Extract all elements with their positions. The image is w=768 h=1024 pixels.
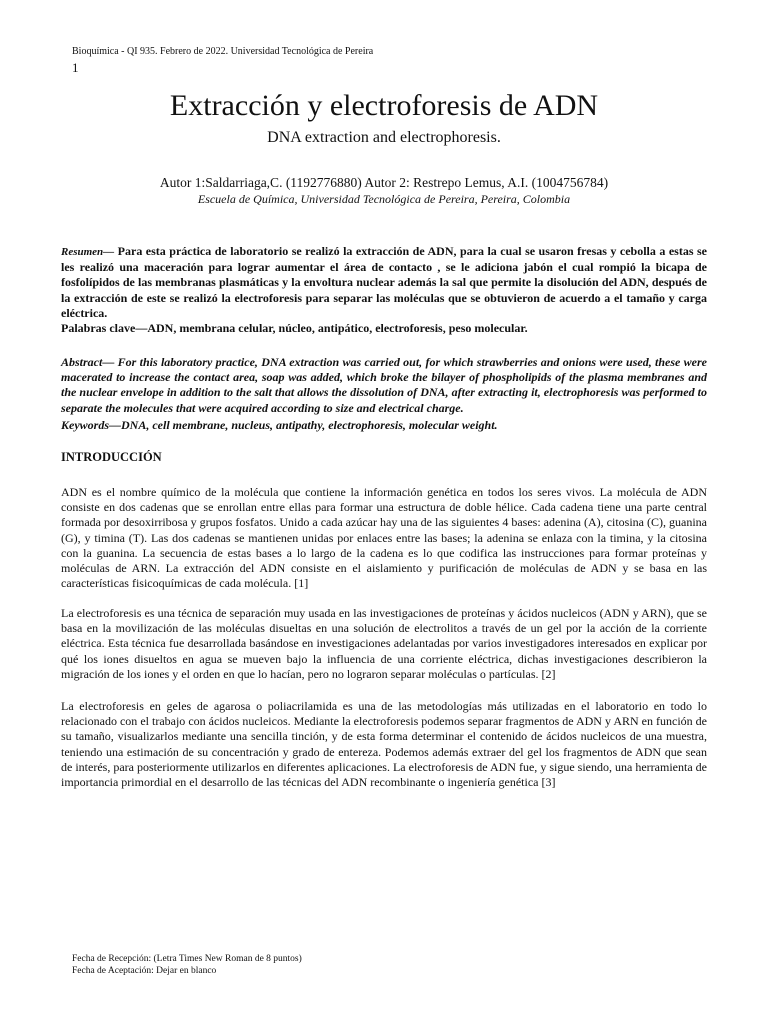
paper-title: Extracción y electroforesis de ADN [169, 89, 599, 122]
authors: Autor 1:Saldarriaga,C. (1192776880) Autor 2: Restrepo Lemus, A.I. (1004756784) [159, 175, 609, 190]
page-number: 1 [72, 60, 79, 75]
intro-paragraph-2: La electroforesis es una técnica de separación muy usada en las investigaciones de proteínas y ácidos nucleicos (ADN y ARN), que se basa en la movilización de las moléculas disueltas en una solución de electrolitos a través de un gel por la acción de la corriente eléctrica. Esta técnica fue desarrollada basándose en investigaciones adelantadas por varios investigadores interesados en explicar por qué los iones disueltos en agua se mueven bajo la influencia de una corriente eléctrica, dichas investigaciones describieron la migración de los iones y el orden en que lo hacían, pero no lograron separar moléculas o partículas. [2] [61, 606, 707, 681]
running-head: Bioquímica - QI 935. Febrero de 2022. Universidad Tecnológica de Pereira [72, 46, 374, 57]
keywords-english: Keywords—DNA, cell membrane, nucleus, antipathy, electrophoresis, molecular weight. [61, 418, 498, 432]
abstract-spanish-text: Para esta práctica de laboratorio se realizó la extracción de ADN, para la cual se usaron fresas y cebolla a estas se les realizó una maceración para lograr aumentar el área de contacto , se le adiciona jabón el cual rompió la bicapa de fosfolípidos de las membranas plasmáticas y la envoltura nuclear además la sal que permite la disolución del ADN, después de la extracción de este se realizó la electroforesis para separar las moléculas que se obtuvieron de acuerdo a el tamaño y carga eléctrica. [61, 244, 707, 320]
affiliation: Escuela de Química, Universidad Tecnológica de Pereira, Pereira, Colombia [197, 192, 571, 206]
paper-subtitle: DNA extraction and electrophoresis. [267, 129, 501, 146]
keywords-spanish: Palabras clave—ADN, membrana celular, núcleo, antipático, electroforesis, peso molecular. [61, 321, 528, 335]
abstract-spanish [61, 244, 707, 321]
intro-paragraph-1: ADN es el nombre químico de la molécula que contiene la información genética en todos los seres vivos. La molécula de ADN consiste en dos cadenas que se enrollan entre ellas para formar una estructura de doble hélice. Cada cadena tiene una parte central formada por desoxirribosa y grupos fosfatos. Unido a cada azúcar hay una de las siguientes 4 bases: adenina (A), citosina (C), guanina (G), y timina (T). Las dos cadenas se mantienen unidas por enlaces entre las bases; la adenina se enlaza con la timina, y la citosina con la guanina. La secuencia de estas bases a lo largo de la cadena es lo que codifica las instrucciones para formar proteínas y moléculas de ARN. La extracción del ADN consiste en el aislamiento y purificación de moléculas de ADN y se basa en las características fisicoquímicas de cada molécula. [1] [61, 485, 707, 591]
footer-reception-date: Fecha de Recepción: (Letra Times New Roman de 8 puntos) [72, 954, 302, 964]
intro-paragraph-3: La electroforesis en geles de agarosa o poliacrilamida es una de las metodologías más utilizadas en el laboratorio en todo lo relacionado con el trabajo con ácidos nucleicos. Mediante la electroforesis podemos separar fragmentos de ADN y ARN en función de su tamaño, visualizarlos mediante una sencilla tinción, y de esta forma determinar el contenido de ácidos nucleicos de una muestra, teniendo una estimación de su concentración y grado de entereza. Podemos además extraer del gel los fragmentos de ADN que sean de interés, para posteriormente utilizarlos en diferentes aplicaciones. La electroforesis de ADN fue, y sigue siendo, una herramienta de importancia primordial en el desarrollo de las técnicas del ADN recombinante o ingeniería genética [3] [61, 699, 707, 790]
abstract-spanish-lead: Resumen— [61, 246, 115, 258]
footer-acceptance-date: Fecha de Aceptación: Dejar en blanco [72, 966, 217, 976]
section-heading-introduction: INTRODUCCIÓN [61, 450, 162, 464]
abstract-english: Abstract— For this laboratory practice, DNA extraction was carried out, for which strawberries and onions were used, these were macerated to increase the contact area, soap was added, which broke the bilayer of phospholipids of the plasma membranes and the nuclear envelope in addition to the salt that allows the dissolution of DNA, after extracting it, electrophoresis was performed to separate the molecules that were acquired according to size and electrical charge. [61, 355, 707, 415]
